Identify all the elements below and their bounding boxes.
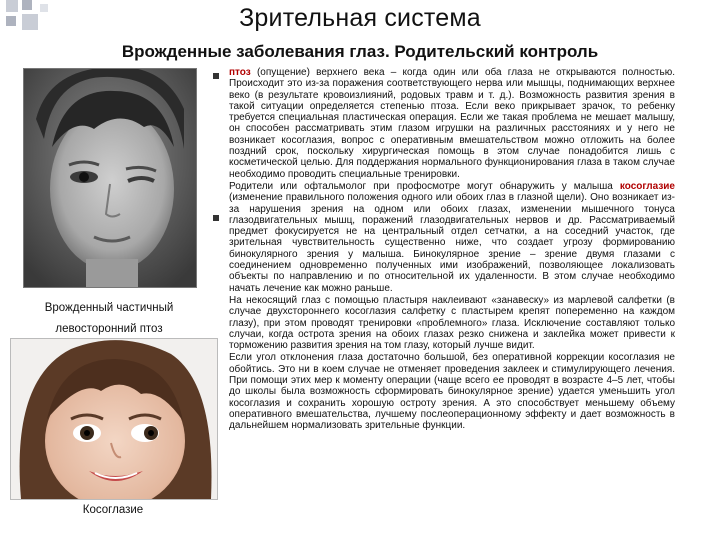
caption-line: левосторонний птоз — [55, 323, 163, 335]
paragraph-surgery: Если угол отклонения глаза достаточно большой, без оперативной коррекции косоглазия не обойтись. Это ни в коем случае не отменяет проведения заклеек и стимулирующего лечения. При помощи этих мер к моменту операции (чаще всего ее проводят в возрасте 4–5 лет, чтобы до школы была возможность сформировать бинокулярное зрение) удается уменьшить угол косоглазия и сохранить хорошую остроту зрения. А это способствует меньшему объему оперативного вмешательства, лучшему послеоперационному эффекту и дает возможность в дальнейшем нормализовать зрительные функции. — [229, 352, 675, 432]
boy-photo-caption — [20, 298, 198, 340]
caption-line: Врожденный частичный — [44, 302, 174, 314]
slide-subtitle: Врожденные заболевания глаз. Родительский контроль — [121, 42, 599, 61]
paragraph-treatment: На некосящий глаз с помощью пластыря наклеивают «занавеску» из марлевой салфетки (в случае двухстороннего косоглазия салфетку с пластырем крепят попеременно на каждом глазу), при этом проводят тренировки «проблемного» глаза. Исключение составляют только случаи, когда острота зрения на обоих глазах резко снижена и заклейка может привести к торможению развития зрения на том глазу, который лучше видит. — [229, 294, 675, 352]
term-strabismus: косоглазие — [619, 180, 675, 192]
slide-title: Зрительная система — [239, 4, 481, 32]
paragraph-text: (опущение) верхнего века – когда один или оба глаза не открываются полностью. Происходит это из-за поражения соответствующего нерва или мышцы, поднимающих верхнее веко (в результате кровоизлияний, родовых травм и т. д.). Возможность развития зрения в такой ситуации определяется степенью птоза. Если веко прикрывает зрачок, то ребенку требуется специальная пластическая операция. Если же такая проблема не мешает малышу, он способен рассматривать этим глазом игрушки на различных расстояниях и у него не возникает косоглазия, вопрос с оперативным вмешательством можно отложить на более поздний срок, поскольку хирургическая помощь в этом случае понадобится лишь с косметической целью. Для поддержания нормального функционирования глаза в таком случае необходимо проводить специальные тренировки. — [229, 67, 675, 180]
body-text — [229, 67, 675, 433]
paragraph-text: (изменение правильного положения одного или обоих глаз в глазной щели). Оно возникает из-за нарушения зрения на одном или обоих глазах, изменении мышечного тонуса глазодвигательных мышц, поражений глазодвигательных нервов и др. Рассматриваемый предмет фокусируется не на центральный отдел сетчатки, а на соседний участок, где зрительная чувствительность существенно ниже, что создает угрозу формированию бинокулярного зрения у малыша. Бинокулярное зрение – зрение двумя глазами с соединением одновременно полученных ими изображений, позволяющее локализовать объекты по направлению и по относительной их удаленности. В этом случае необходимо начать лечение как можно раньше. — [229, 192, 675, 294]
boy-photo — [23, 68, 197, 288]
caption-line: Косоглазие — [82, 504, 144, 516]
girl-photo — [10, 338, 218, 500]
paragraph-text: Родители или офтальмолог при профосмотре могут обнаружить у малыша — [229, 180, 620, 192]
paragraph-strabismus — [229, 181, 675, 294]
paragraph-ptosis — [229, 67, 675, 180]
bullet-marker — [213, 73, 219, 79]
term-ptosis: птоз — [229, 67, 251, 78]
bullet-marker — [213, 215, 219, 221]
girl-photo-caption — [10, 504, 216, 516]
